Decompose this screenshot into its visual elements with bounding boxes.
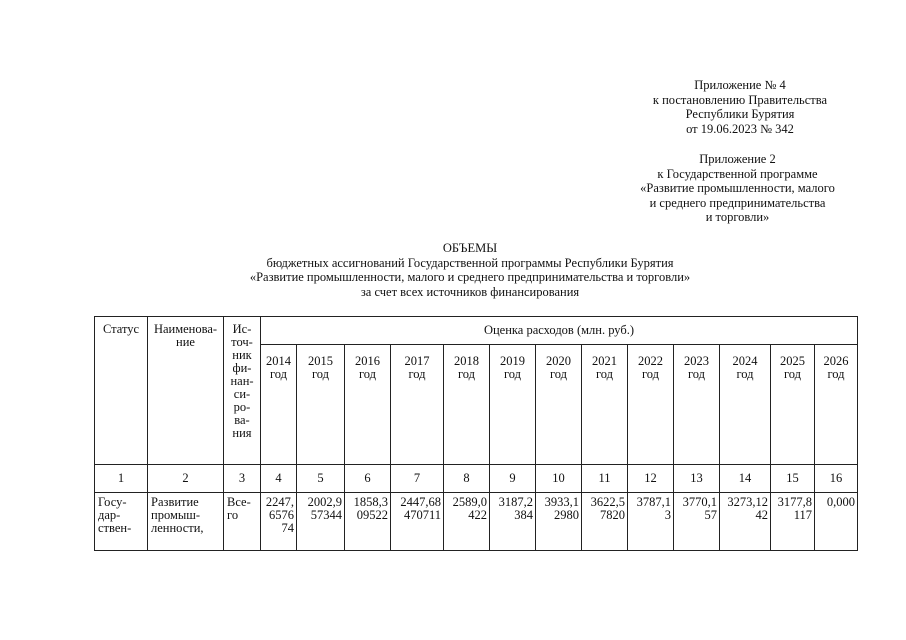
year-header-cell: 2022 год: [628, 345, 674, 465]
appendix-2-line: к Государственной программе: [657, 166, 818, 181]
value-cell: 1858,3 09522: [345, 493, 391, 551]
value-cell: 3933,1 2980: [536, 493, 582, 551]
budget-table: [94, 316, 858, 551]
value-cell: 0,000: [815, 493, 858, 551]
column-number: 12: [628, 465, 674, 493]
value-cell: 3177,8 117: [771, 493, 815, 551]
appendix-4-line: к постановлению Правительства: [652, 92, 828, 107]
table-row: [95, 493, 858, 551]
column-number: 6: [345, 465, 391, 493]
value-cell: 2002,9 57344: [297, 493, 345, 551]
header-status: Статус: [95, 317, 148, 465]
column-number: 1: [95, 465, 148, 493]
column-number: 11: [582, 465, 628, 493]
appendix-4-line: Республики Бурятия: [685, 107, 795, 122]
appendix-2-line: Приложение 2: [699, 152, 776, 166]
appendix-4-line: от 19.06.2023 № 342: [686, 121, 794, 136]
status-cell: Госу- дар- ствен-: [95, 493, 148, 551]
column-number: 3: [224, 465, 261, 493]
year-header-cell: 2017 год: [391, 345, 444, 465]
value-cell: 3622,5 7820: [582, 493, 628, 551]
year-header-cell: 2023 год: [674, 345, 720, 465]
value-cell: 3770,1 57: [674, 493, 720, 551]
column-number: 8: [444, 465, 490, 493]
header-source: Ис- точ- ник фи- нан- си- ро- ва- ния: [224, 317, 261, 465]
value-cell: 2447,68 470711: [391, 493, 444, 551]
year-header-cell: 2020 год: [536, 345, 582, 465]
source-cell: Все- го: [224, 493, 261, 551]
heading-line: «Развитие промышленности, малого и среднего предпринимательства и торговли»: [249, 270, 691, 285]
column-number: 15: [771, 465, 815, 493]
column-number: 5: [297, 465, 345, 493]
year-header-cell: 2025 год: [771, 345, 815, 465]
column-number: 13: [674, 465, 720, 493]
column-number: 16: [815, 465, 858, 493]
document-title: ОБЪЕМЫ: [442, 241, 498, 255]
column-number: 2: [148, 465, 224, 493]
document-heading: [200, 241, 740, 299]
year-header-cell: 2024 год: [720, 345, 771, 465]
column-number-row: [95, 465, 858, 493]
appendix-4-line: Приложение № 4: [694, 78, 786, 92]
value-cell: 3787,1 3: [628, 493, 674, 551]
header-estimate: Оценка расходов (млн. руб.): [261, 317, 858, 345]
year-header-cell: 2019 год: [490, 345, 536, 465]
year-header-cell: 2015 год: [297, 345, 345, 465]
name-cell: Развитие промыш- ленности,: [148, 493, 224, 551]
year-header-cell: 2014 год: [261, 345, 297, 465]
column-number: 14: [720, 465, 771, 493]
appendix-2-line: «Развитие промышленности, малого: [640, 181, 835, 196]
year-header-cell: 2021 год: [582, 345, 628, 465]
value-cell: 2589,0 422: [444, 493, 490, 551]
value-cell: 3187,2 384: [490, 493, 536, 551]
value-cell: 2247, 6576 74: [261, 493, 297, 551]
appendix-2-header: [630, 152, 845, 225]
heading-line: бюджетных ассигнований Государственной программы Республики Бурятия: [266, 255, 674, 270]
column-number: 9: [490, 465, 536, 493]
column-number: 10: [536, 465, 582, 493]
appendix-2-line: и торговли»: [705, 210, 770, 225]
value-cell: 3273,12 42: [720, 493, 771, 551]
heading-line: за счет всех источников финансирования: [360, 284, 580, 299]
year-header-cell: 2018 год: [444, 345, 490, 465]
year-header-cell: 2026 год: [815, 345, 858, 465]
appendix-4-header: [645, 78, 835, 136]
column-number: 7: [391, 465, 444, 493]
year-header-cell: 2016 год: [345, 345, 391, 465]
appendix-2-line: и среднего предпринимательства: [649, 195, 826, 210]
column-number: 4: [261, 465, 297, 493]
header-name: Наименова- ние: [148, 317, 224, 465]
